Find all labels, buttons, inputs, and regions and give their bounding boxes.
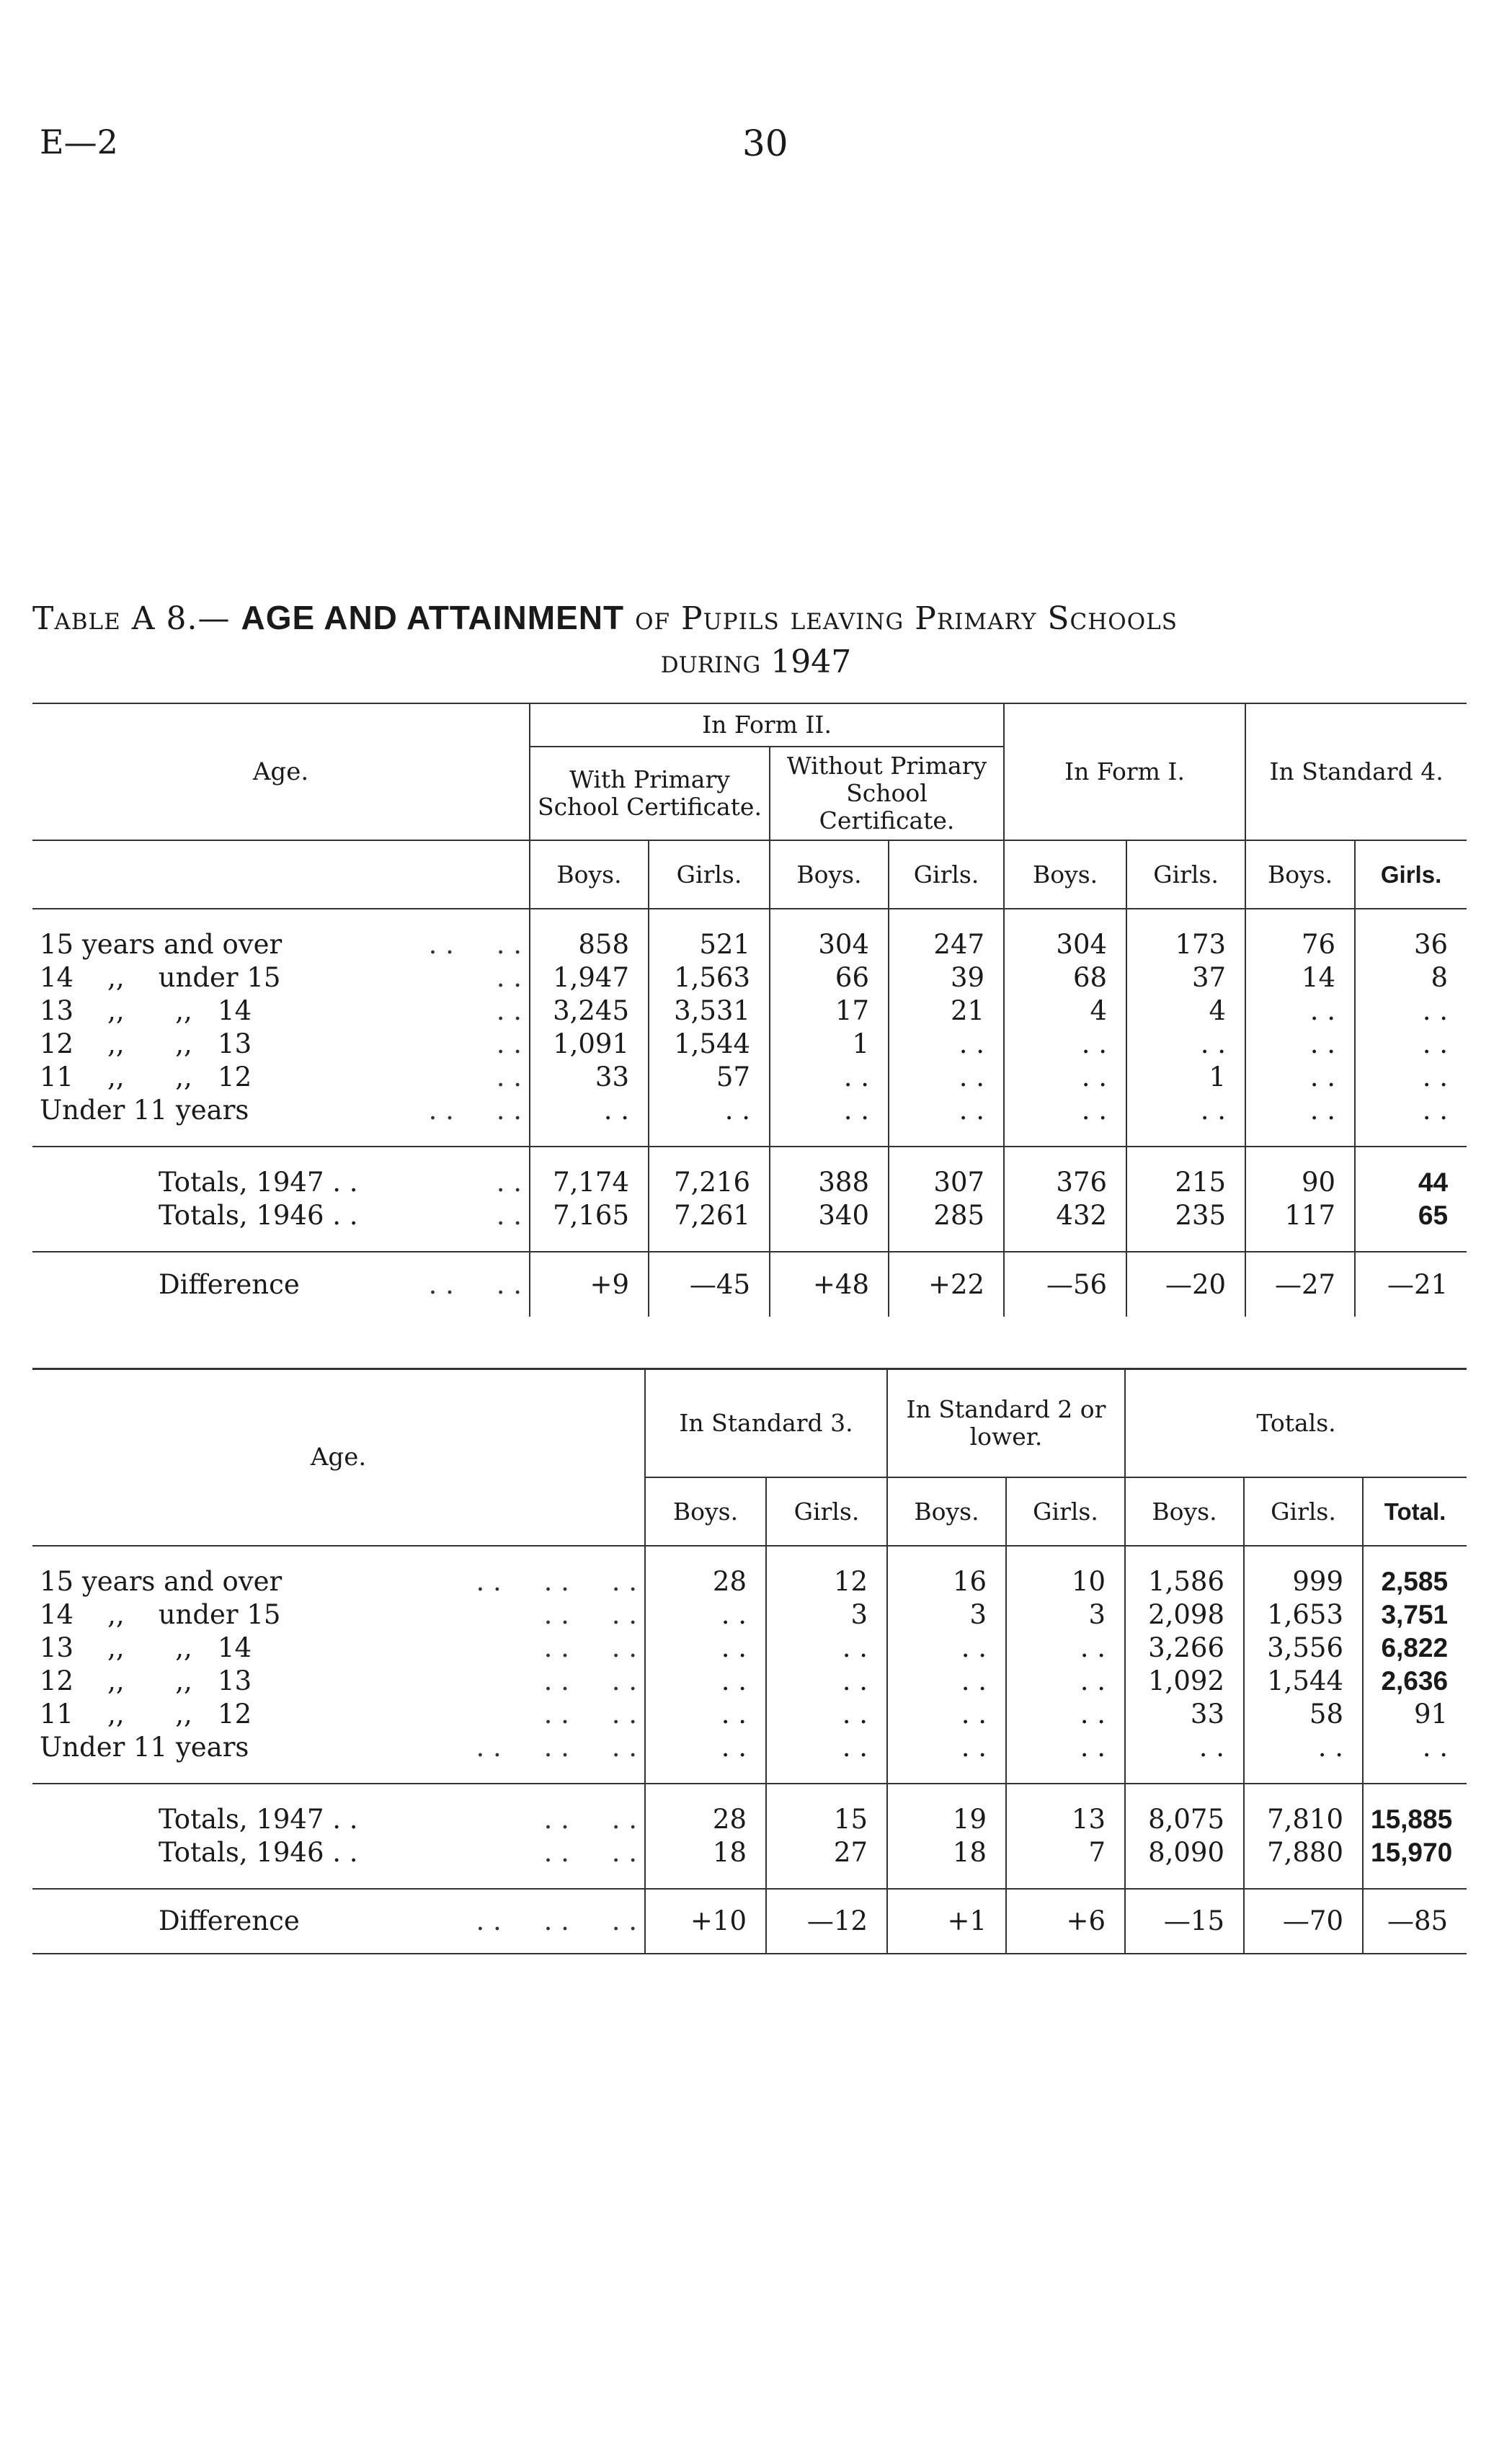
row-label: Totals, 1947 . . . .: [159, 1167, 522, 1198]
cell: 1: [770, 1028, 889, 1061]
cell: 3: [1006, 1598, 1125, 1632]
subhead: Girls.: [649, 840, 770, 909]
cell: . .: [889, 1028, 1004, 1061]
title-number: A 8.—: [131, 600, 231, 637]
totals-row: [32, 1199, 1467, 1232]
cell: 3,245: [530, 994, 649, 1028]
cell: —21: [1355, 1252, 1467, 1317]
row-label: Totals, 1946 . . . . . .: [159, 1837, 637, 1868]
cell: 36: [1355, 928, 1467, 961]
cell: 12: [766, 1565, 887, 1598]
totals-row: [32, 1803, 1467, 1836]
cell: . .: [1245, 1094, 1355, 1127]
cell: 285: [889, 1199, 1004, 1232]
cell: 1,544: [1244, 1665, 1363, 1698]
cell: 90: [1245, 1166, 1355, 1199]
title-bold: AGE AND ATTAINMENT: [241, 599, 625, 636]
table-row: [32, 1565, 1467, 1598]
with-cert-header: With Primary School Certificate.: [530, 747, 770, 840]
cell: 57: [649, 1061, 770, 1094]
cell: 3,751: [1363, 1598, 1467, 1632]
row-label: 11 ,, ,, 12 . . . .: [40, 1699, 637, 1730]
cell: —12: [766, 1889, 887, 1954]
table-row: [32, 1665, 1467, 1698]
cell: 18: [645, 1836, 766, 1869]
cell: 4: [1126, 994, 1245, 1028]
cell: 1,653: [1244, 1598, 1363, 1632]
cell: . .: [645, 1698, 766, 1731]
cell: 33: [530, 1061, 649, 1094]
table-row: [32, 994, 1467, 1028]
cell: . .: [1126, 1094, 1245, 1127]
row-label: Totals, 1947 . . . . . .: [159, 1804, 637, 1835]
cell: . .: [530, 1094, 649, 1127]
row-label: 15 years and over . . . . . .: [40, 1566, 637, 1597]
cell: . .: [1006, 1632, 1125, 1665]
cell: 2,585: [1363, 1565, 1467, 1598]
cell: —70: [1244, 1889, 1363, 1954]
cell: . .: [1245, 994, 1355, 1028]
cell: . .: [887, 1731, 1006, 1764]
cell: 13: [1006, 1803, 1125, 1836]
subhead: Boys.: [770, 840, 889, 909]
cell: 7,174: [530, 1166, 649, 1199]
subhead: Girls.: [1006, 1477, 1125, 1546]
age-header: Age.: [310, 1443, 367, 1472]
cell: 14: [1245, 961, 1355, 994]
row-label: 11 ,, ,, 12 . .: [40, 1062, 522, 1093]
cell: . .: [766, 1698, 887, 1731]
age-header: Age.: [252, 757, 309, 786]
cell: 28: [645, 1565, 766, 1598]
cell: 7,810: [1244, 1803, 1363, 1836]
cell: 1,586: [1125, 1565, 1244, 1598]
title-rest: of Pupils leaving Primary Schools: [635, 600, 1178, 637]
cell: . .: [649, 1094, 770, 1127]
cell: . .: [887, 1698, 1006, 1731]
cell: —85: [1363, 1889, 1467, 1954]
difference-row: [32, 1889, 1467, 1954]
row-label: 13 ,, ,, 14 . .: [40, 995, 522, 1026]
attainment-table-upper: [32, 703, 1467, 1317]
std2-header: In Standard 2 or lower.: [887, 1369, 1125, 1477]
cell: 247: [889, 928, 1004, 961]
cell: . .: [1355, 1028, 1467, 1061]
cell: . .: [1004, 1094, 1126, 1127]
cell: 6,822: [1363, 1632, 1467, 1665]
totals-header: Totals.: [1125, 1369, 1467, 1477]
row-label: 12 ,, ,, 13 . . . .: [40, 1665, 637, 1696]
cell: —45: [649, 1252, 770, 1317]
cell: . .: [887, 1665, 1006, 1698]
cell: 16: [887, 1565, 1006, 1598]
std3-header: In Standard 3.: [645, 1369, 887, 1477]
cell: 44: [1355, 1166, 1467, 1199]
cell: . .: [645, 1731, 766, 1764]
page-number: 30: [742, 123, 788, 164]
row-label: Difference . . . . . .: [159, 1905, 637, 1936]
cell: . .: [770, 1094, 889, 1127]
page-ref: E—2: [40, 123, 118, 161]
subtitle-during: during: [660, 644, 761, 680]
cell: 376: [1004, 1166, 1126, 1199]
table-title: [32, 598, 1481, 637]
cell: . .: [1355, 1061, 1467, 1094]
cell: +22: [889, 1252, 1004, 1317]
cell: 10: [1006, 1565, 1125, 1598]
cell: . .: [889, 1061, 1004, 1094]
cell: 8,090: [1125, 1836, 1244, 1869]
cell: 27: [766, 1836, 887, 1869]
cell: . .: [1125, 1731, 1244, 1764]
difference-row: [32, 1252, 1467, 1317]
cell: . .: [1004, 1061, 1126, 1094]
subhead: Girls.: [766, 1477, 887, 1546]
cell: +1: [887, 1889, 1006, 1954]
subhead: Boys.: [645, 1477, 766, 1546]
row-label: 12 ,, ,, 13 . .: [40, 1028, 522, 1059]
cell: 8,075: [1125, 1803, 1244, 1836]
row-label: Totals, 1946 . . . .: [159, 1200, 522, 1231]
table-row: [32, 1094, 1467, 1127]
cell: 15: [766, 1803, 887, 1836]
cell: . .: [770, 1061, 889, 1094]
form1-header: In Form I.: [1004, 703, 1245, 840]
cell: 39: [889, 961, 1004, 994]
cell: 7,880: [1244, 1836, 1363, 1869]
subheader-row: [32, 840, 1467, 909]
subhead: Boys.: [1125, 1477, 1244, 1546]
subhead: Boys.: [1245, 840, 1355, 909]
table-row: [32, 1731, 1467, 1764]
cell: 432: [1004, 1199, 1126, 1232]
cell: +48: [770, 1252, 889, 1317]
cell: 7,165: [530, 1199, 649, 1232]
subhead: Girls.: [1355, 840, 1467, 909]
cell: 8: [1355, 961, 1467, 994]
cell: . .: [1355, 1094, 1467, 1127]
cell: 235: [1126, 1199, 1245, 1232]
cell: 66: [770, 961, 889, 994]
row-label: Under 11 years . . . . . .: [40, 1732, 637, 1763]
cell: 1,092: [1125, 1665, 1244, 1698]
table-subtitle: [0, 644, 1512, 680]
cell: . .: [1006, 1731, 1125, 1764]
cell: 3,531: [649, 994, 770, 1028]
row-label: 14 ,, under 15 . .: [40, 962, 522, 993]
cell: 999: [1244, 1565, 1363, 1598]
subhead: Boys.: [1004, 840, 1126, 909]
subhead: Girls.: [1126, 840, 1245, 909]
cell: . .: [887, 1632, 1006, 1665]
cell: —56: [1004, 1252, 1126, 1317]
cell: 1,544: [649, 1028, 770, 1061]
cell: 117: [1245, 1199, 1355, 1232]
row-label: 13 ,, ,, 14 . . . .: [40, 1632, 637, 1663]
cell: . .: [645, 1665, 766, 1698]
table-row: [32, 1632, 1467, 1665]
cell: . .: [766, 1731, 887, 1764]
cell: . .: [1006, 1698, 1125, 1731]
subhead: Girls.: [1244, 1477, 1363, 1546]
cell: 58: [1244, 1698, 1363, 1731]
cell: 17: [770, 994, 889, 1028]
title-prefix: Table: [32, 600, 121, 637]
row-label: 15 years and over . . . .: [40, 929, 522, 960]
cell: . .: [766, 1632, 887, 1665]
cell: +9: [530, 1252, 649, 1317]
cell: . .: [1363, 1731, 1467, 1764]
cell: 19: [887, 1803, 1006, 1836]
row-label: 14 ,, under 15 . . . .: [40, 1599, 637, 1630]
cell: . .: [1245, 1028, 1355, 1061]
cell: 2,098: [1125, 1598, 1244, 1632]
std4-header: In Standard 4.: [1245, 703, 1467, 840]
row-label: Under 11 years . . . .: [40, 1095, 522, 1126]
cell: 91: [1363, 1698, 1467, 1731]
subtitle-year: 1947: [770, 644, 852, 680]
cell: 18: [887, 1836, 1006, 1869]
cell: 1,947: [530, 961, 649, 994]
cell: . .: [645, 1632, 766, 1665]
cell: 1: [1126, 1061, 1245, 1094]
cell: 307: [889, 1166, 1004, 1199]
cell: +10: [645, 1889, 766, 1954]
cell: . .: [1004, 1028, 1126, 1061]
table-row: [32, 961, 1467, 994]
cell: —27: [1245, 1252, 1355, 1317]
cell: —20: [1126, 1252, 1245, 1317]
cell: 28: [645, 1803, 766, 1836]
cell: 2,636: [1363, 1665, 1467, 1698]
cell: 3: [887, 1598, 1006, 1632]
cell: 15,885: [1363, 1803, 1467, 1836]
table-row: [32, 1598, 1467, 1632]
cell: 3,556: [1244, 1632, 1363, 1665]
subhead: Boys.: [530, 840, 649, 909]
cell: 173: [1126, 928, 1245, 961]
table-row: [32, 1698, 1467, 1731]
cell: 3,266: [1125, 1632, 1244, 1665]
cell: 7: [1006, 1836, 1125, 1869]
cell: 7,261: [649, 1199, 770, 1232]
cell: 388: [770, 1166, 889, 1199]
cell: 1,563: [649, 961, 770, 994]
cell: . .: [1244, 1731, 1363, 1764]
cell: 340: [770, 1199, 889, 1232]
cell: . .: [766, 1665, 887, 1698]
cell: . .: [1006, 1665, 1125, 1698]
cell: 1,091: [530, 1028, 649, 1061]
subhead: Girls.: [889, 840, 1004, 909]
table-row: [32, 928, 1467, 961]
cell: 858: [530, 928, 649, 961]
cell: . .: [889, 1094, 1004, 1127]
cell: 65: [1355, 1199, 1467, 1232]
cell: 21: [889, 994, 1004, 1028]
cell: 15,970: [1363, 1836, 1467, 1869]
subhead: Boys.: [887, 1477, 1006, 1546]
cell: 37: [1126, 961, 1245, 994]
subhead: Total.: [1363, 1477, 1467, 1546]
row-label: Difference . . . .: [159, 1268, 522, 1300]
cell: 76: [1245, 928, 1355, 961]
table-row: [32, 1061, 1467, 1094]
cell: . .: [1245, 1061, 1355, 1094]
cell: . .: [1355, 994, 1467, 1028]
cell: 33: [1125, 1698, 1244, 1731]
form2-header: In Form II.: [530, 703, 1004, 747]
totals-row: [32, 1166, 1467, 1199]
without-cert-header: Without Primary School Certificate.: [770, 747, 1004, 840]
totals-row: [32, 1836, 1467, 1869]
cell: 304: [770, 928, 889, 961]
cell: . .: [645, 1598, 766, 1632]
table-row: [32, 1028, 1467, 1061]
cell: 4: [1004, 994, 1126, 1028]
cell: 7,216: [649, 1166, 770, 1199]
cell: 68: [1004, 961, 1126, 994]
cell: 521: [649, 928, 770, 961]
cell: 304: [1004, 928, 1126, 961]
cell: . .: [1126, 1028, 1245, 1061]
cell: 215: [1126, 1166, 1245, 1199]
cell: —15: [1125, 1889, 1244, 1954]
attainment-table-lower: [32, 1369, 1467, 1954]
cell: +6: [1006, 1889, 1125, 1954]
cell: 3: [766, 1598, 887, 1632]
